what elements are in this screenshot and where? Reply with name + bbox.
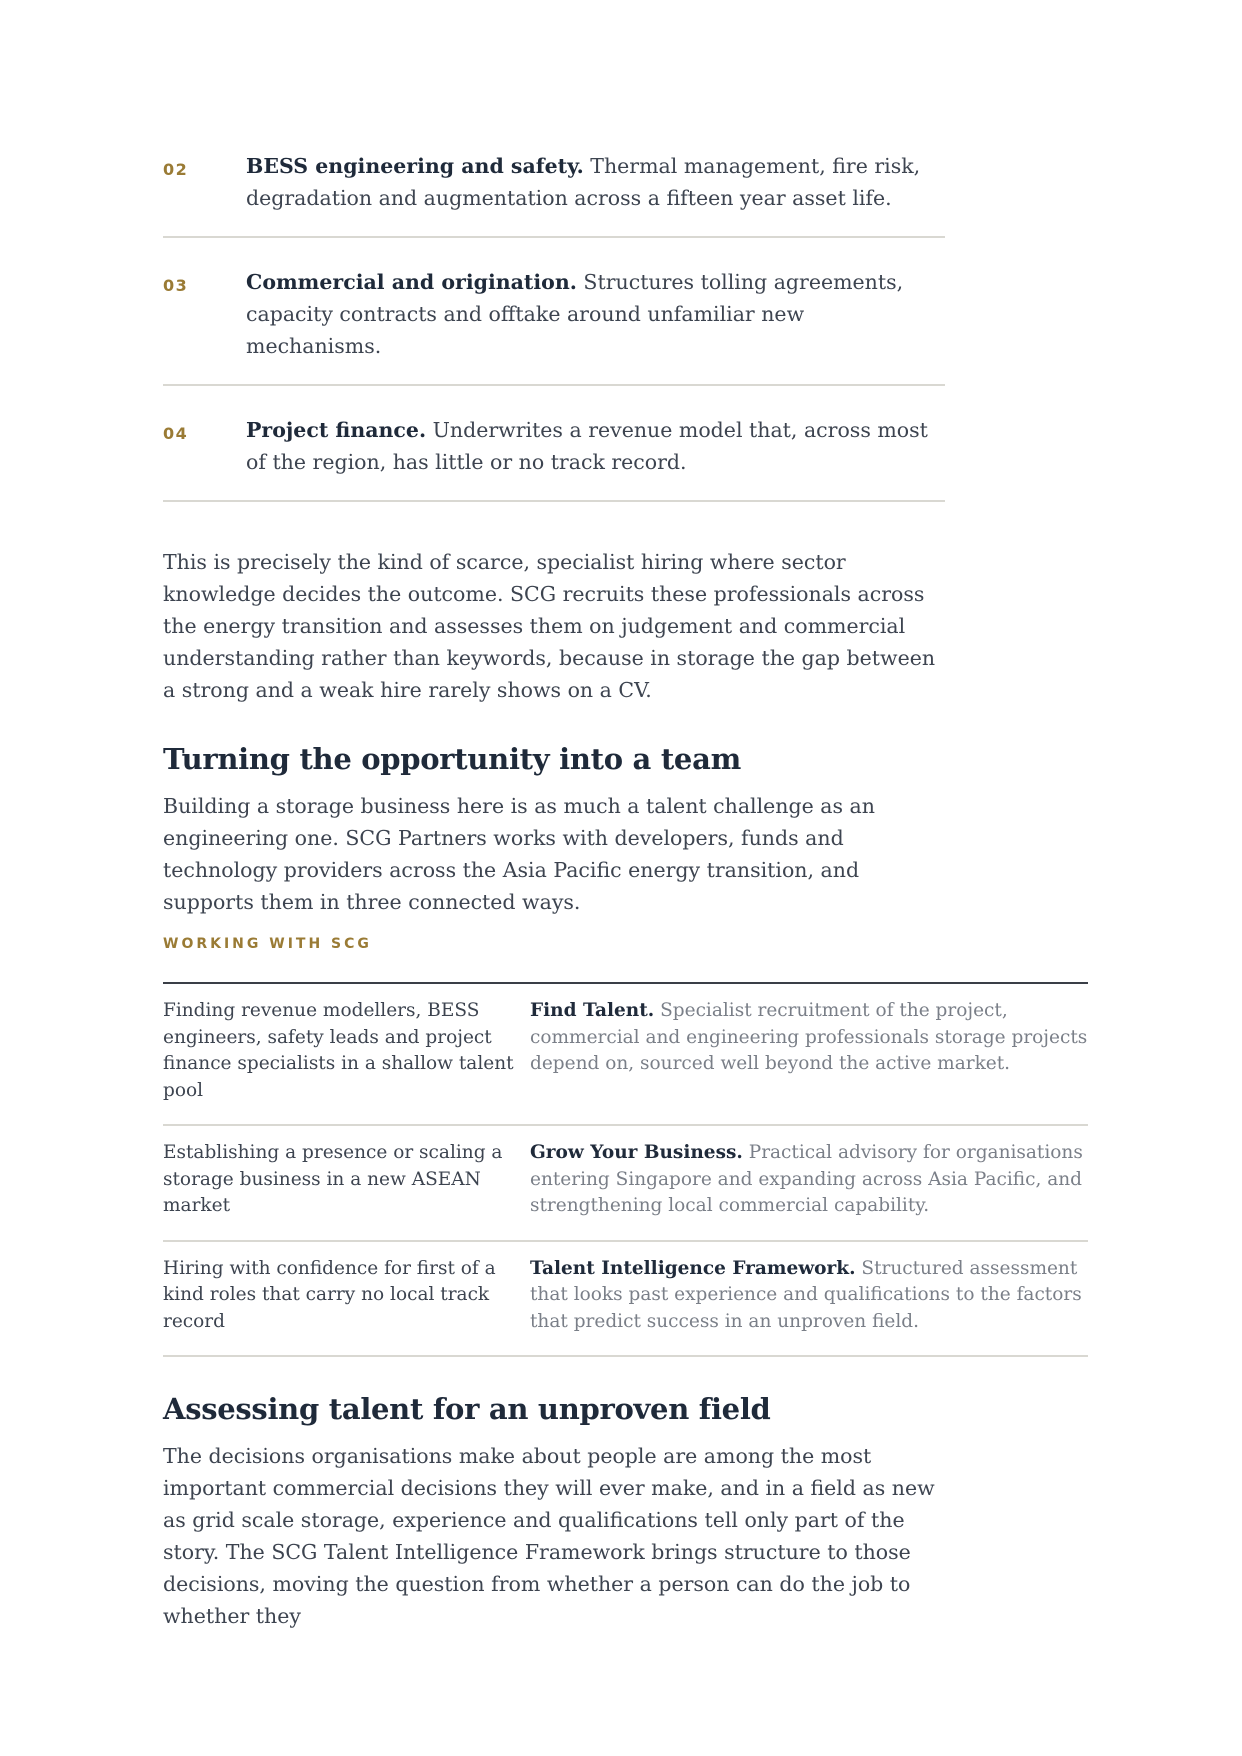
paragraph-scarce-hiring: This is precisely the kind of scarce, specialist hiring where sector knowledge decides the outcome. SCG recruits these professionals across the energy transition and assesses them on judgement and commercial understanding rather than keywords, because in storage the gap between a strong and a weak hire rarely shows on a CV. <box>163 550 936 702</box>
table-row <box>163 984 1088 1126</box>
item-title: Commercial and origination. <box>246 270 577 294</box>
service-cell <box>530 998 1088 1104</box>
service-title: Talent Intelligence Framework. <box>530 1257 856 1279</box>
section-heading: Assessing talent for an unproven field <box>163 1392 771 1426</box>
service-description: Specialist recruitment of the project, commercial and engineering professionals storage projects depend on, sourced well beyond the active market. <box>530 1000 1088 1074</box>
section-heading: Turning the opportunity into a team <box>163 742 741 776</box>
item-number: 02 <box>163 160 189 179</box>
table-row <box>163 1242 1088 1358</box>
item-description: Underwrites a revenue model that, across most of the region, has little or no track record. <box>246 418 928 474</box>
numbered-item <box>163 266 945 386</box>
eyebrow-label: WORKING WITH SCG <box>163 936 372 952</box>
service-title: Grow Your Business. <box>530 1142 743 1163</box>
item-number: 03 <box>163 276 189 295</box>
item-title: Project finance. <box>246 418 427 442</box>
item-title: BESS engineering and safety. <box>246 154 584 178</box>
service-description: Structured assessment that looks past experience and qualifications to the factors that predict success in an unproven field. <box>530 1257 1082 1332</box>
main-content <box>163 150 945 918</box>
item-text <box>246 414 945 478</box>
item-text <box>246 150 945 214</box>
item-number: 04 <box>163 424 189 443</box>
need-cell: Finding revenue modellers, BESS engineers, safety leads and project finance specialists in a shallow talent pool <box>163 1000 514 1101</box>
item-text <box>246 266 945 362</box>
section-body: Building a storage business here is as much a talent challenge as an engineering one. SCG Partners works with developers, funds and technology providers across the Asia Pacific energy transition, and supports them in three connected ways. <box>163 794 875 914</box>
service-title: Find Talent. <box>530 1000 655 1021</box>
need-cell: Establishing a presence or scaling a storage business in a new ASEAN market <box>163 1142 503 1216</box>
service-cell <box>530 1256 1088 1336</box>
section-body: The decisions organisations make about people are among the most important commercial decisions they will ever make, and in a field as new as grid scale storage, experience and qualifications tell only part of the story. The SCG Talent Intelligence Framework brings structure to those decisions, moving the question from whether a person can do the job to whether they <box>163 1444 935 1628</box>
service-cell <box>530 1140 1088 1220</box>
numbered-item <box>163 150 945 238</box>
assess-section <box>163 1392 945 1632</box>
need-cell: Hiring with confidence for first of a kind roles that carry no local track record <box>163 1257 496 1332</box>
services-table <box>163 982 1088 1357</box>
numbered-item <box>163 414 945 502</box>
item-description: Thermal management, fire risk, degradation and augmentation across a fifteen year asset life. <box>246 154 921 210</box>
service-description: Practical advisory for organisations entering Singapore and expanding across Asia Pacific, and strengthening local commercial capability. <box>530 1142 1083 1216</box>
item-description: Structures tolling agreements, capacity contracts and offtake around unfamiliar new mechanisms. <box>246 270 904 358</box>
table-row <box>163 1126 1088 1242</box>
